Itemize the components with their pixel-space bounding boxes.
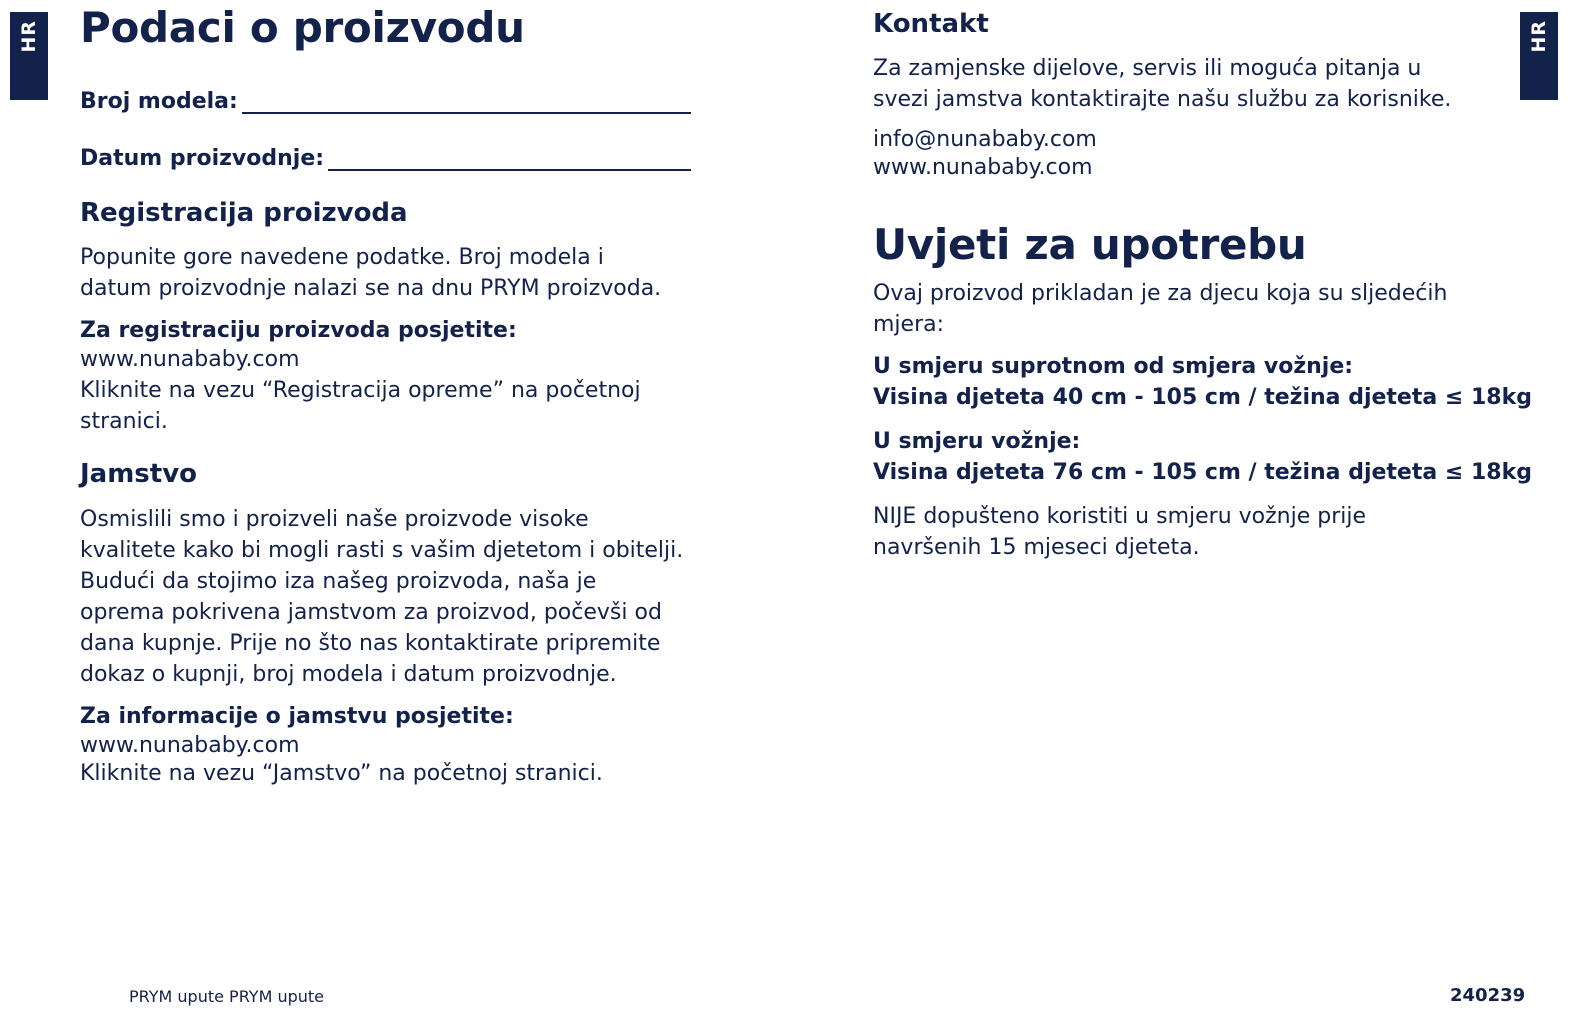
text-line: Osmislili smo i proizveli naše proizvode visoke (80, 507, 589, 532)
warranty-link-note: Kliknite na vezu “Jamstvo” na početnoj stranici. (80, 761, 603, 786)
production-date-label: Datum proizvodnje: (80, 146, 325, 171)
footer-doc-number: 240239 (1450, 985, 1526, 1006)
registration-paragraph (80, 242, 720, 304)
registration-url[interactable]: www.nunababy.com (80, 347, 300, 372)
warranty-paragraph (80, 504, 740, 690)
rear-facing-spec: Visina djeteta 40 cm - 105 cm / težina djeteta ≤ 18kg (873, 385, 1532, 410)
footer-doc-title: PRYM upute PRYM upute (129, 987, 325, 1006)
text-line: navršenih 15 mjeseci djeteta. (873, 535, 1200, 560)
rear-facing-label: U smjeru suprotnom od smjera vožnje: (873, 354, 1354, 379)
registration-heading: Registracija proizvoda (80, 198, 408, 228)
model-number-line (242, 90, 691, 114)
text-line: svezi jamstva kontaktirajte našu službu za korisnike. (873, 87, 1452, 112)
contact-email[interactable]: info@nunababy.com (873, 127, 1097, 152)
contact-url[interactable]: www.nunababy.com (873, 155, 1093, 180)
production-date-line (328, 147, 691, 171)
text-line: mjera: (873, 312, 945, 337)
production-date-field (80, 141, 691, 171)
text-line: Popunite gore navedene podatke. Broj modela i (80, 245, 604, 270)
forward-facing-label: U smjeru vožnje: (873, 429, 1081, 454)
warranty-heading: Jamstvo (80, 459, 198, 489)
forward-facing-spec: Visina djeteta 76 cm - 105 cm / težina djeteta ≤ 18kg (873, 460, 1532, 485)
warranty-visit (80, 701, 720, 789)
text-line: Za zamjenske dijelove, servis ili moguća pitanja u (873, 56, 1422, 81)
forward-facing-block (873, 426, 1533, 488)
warranty-visit-label: Za informacije o jamstvu posjetite: (80, 704, 514, 729)
usage-paragraph (873, 278, 1513, 340)
contact-details (873, 126, 1513, 182)
language-code: HR (18, 20, 40, 53)
text-line: kvalitete kako bi mogli rasti s vašim djetetom i obitelji. (80, 538, 684, 563)
usage-note (873, 501, 1513, 563)
page-title: Podaci o proizvodu (80, 3, 525, 52)
language-tab-right (1520, 12, 1558, 100)
language-code: HR (1528, 20, 1550, 53)
text-line: oprema pokrivena jamstvom za proizvod, počevši od (80, 600, 662, 625)
registration-visit (80, 315, 720, 437)
usage-title: Uvjeti za upotrebu (873, 220, 1307, 269)
model-number-label: Broj modela: (80, 89, 238, 114)
rear-facing-block (873, 351, 1533, 413)
model-number-field (80, 84, 691, 114)
contact-heading: Kontakt (873, 9, 989, 39)
text-line: Kliknite na vezu “Registracija opreme” na početnoj (80, 378, 641, 403)
text-line: dana kupnje. Prije no što nas kontaktirate pripremite (80, 631, 661, 656)
text-line: dokaz o kupnji, broj modela i datum proizvodnje. (80, 662, 617, 687)
text-line: stranici. (80, 409, 168, 434)
warranty-url[interactable]: www.nunababy.com (80, 733, 300, 758)
registration-visit-label: Za registraciju proizvoda posjetite: (80, 318, 517, 343)
text-line: Budući da stojimo iza našeg proizvoda, naša je (80, 569, 597, 594)
text-line: Ovaj proizvod prikladan je za djecu koja su sljedećih (873, 281, 1448, 306)
text-line: NIJE dopušteno koristiti u smjeru vožnje prije (873, 504, 1367, 529)
text-line: datum proizvodnje nalazi se na dnu PRYM proizvoda. (80, 276, 662, 301)
language-tab-left (10, 12, 48, 100)
contact-paragraph (873, 53, 1513, 115)
